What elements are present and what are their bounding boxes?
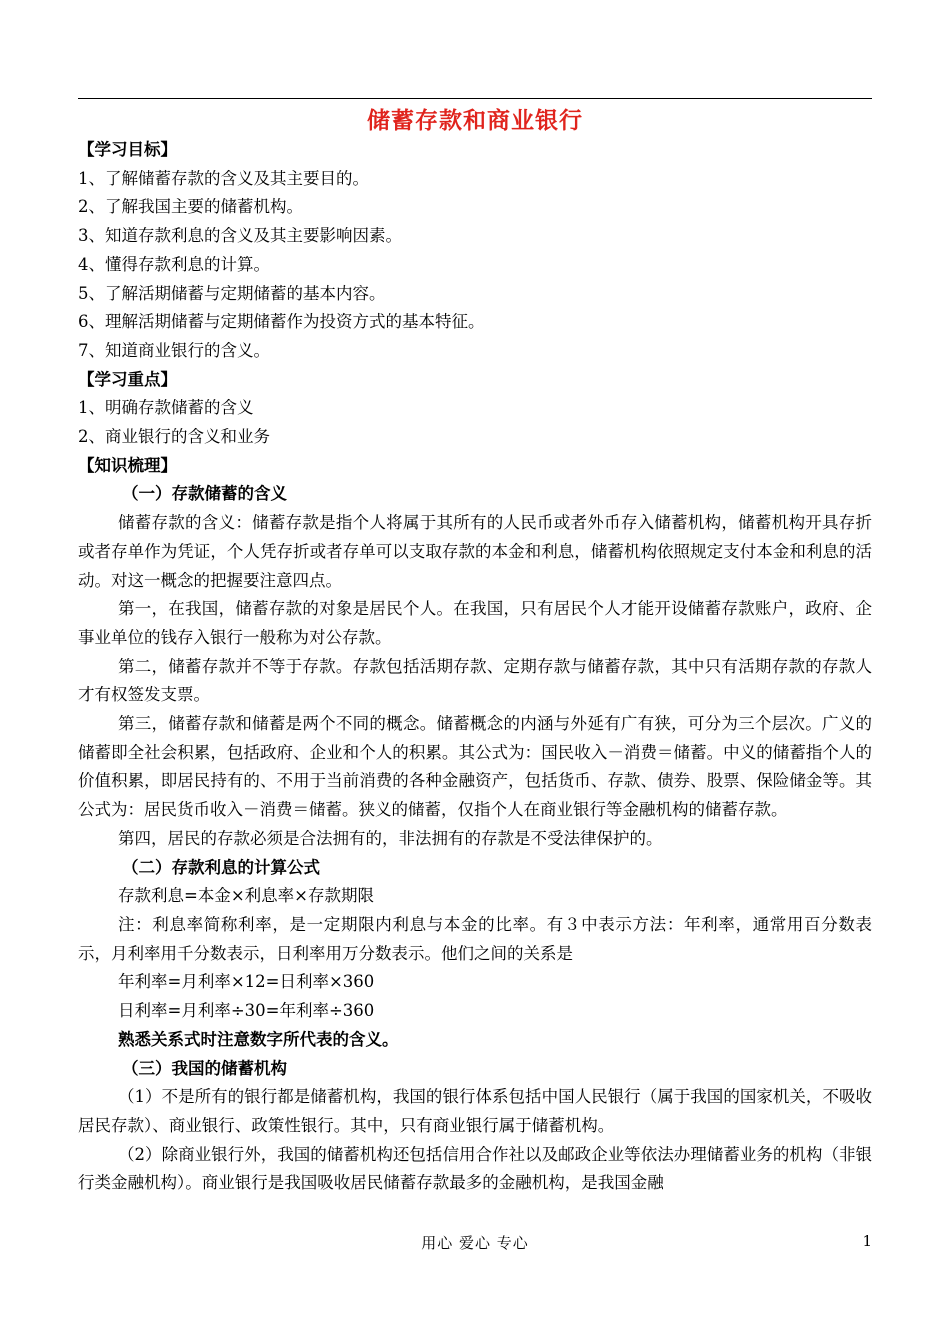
page-number: 1 bbox=[862, 1232, 872, 1250]
document-title: 储蓄存款和商业银行 bbox=[367, 108, 583, 134]
paragraph: （1）不是所有的银行都是储蓄机构，我国的银行体系包括中国人民银行（属于我国的国家机关，不吸收居民存款）、商业银行、政策性银行。其中，只有商业银行属于储蓄机构。 bbox=[78, 1087, 872, 1135]
section-heading: （一）存款储蓄的含义 bbox=[122, 484, 287, 504]
paragraph: （2）除商业银行外，我国的储蓄机构还包括信用合作社以及邮政企业等依法办理储蓄业务的机构（非银行类金融机构）。商业银行是我国吸收居民储蓄存款最多的金融机构，是我国金融 bbox=[78, 1144, 872, 1193]
document-body bbox=[78, 136, 872, 1198]
formula: 存款利息=本金×利息率×存款期限 bbox=[118, 886, 374, 906]
paragraph: 第三，储蓄存款和储蓄是两个不同的概念。储蓄概念的内涵与外延有广有狭，可分为三个层次。广义的储蓄即全社会积累，包括政府、企业和个人的积累。其公式为：国民收入－消费＝储蓄。中义的储蓄指个人的价值积累，即居民持有的、不用于当前消费的各种金融资产，包括货币、存款、债券、股票、保险储金等。其公式为：居民货币收入－消费＝储蓄。狭义的储蓄，仅指个人在商业银行等金融机构的储蓄存款。 bbox=[78, 714, 872, 820]
objective-item: 1、了解储蓄存款的含义及其主要目的。 bbox=[78, 168, 369, 188]
objective-item: 5、了解活期储蓄与定期储蓄的基本内容。 bbox=[78, 283, 386, 303]
objective-item: 2、了解我国主要的储蓄机构。 bbox=[78, 197, 303, 217]
focus-heading: 【学习重点】 bbox=[78, 369, 177, 389]
knowledge-heading: 【知识梳理】 bbox=[78, 455, 177, 475]
section-heading: （二）存款利息的计算公式 bbox=[122, 857, 320, 877]
objective-item: 7、知道商业银行的含义。 bbox=[78, 340, 270, 360]
emphasis-note: 熟悉关系式时注意数字所代表的含义。 bbox=[118, 1029, 399, 1049]
section-heading: （三）我国的储蓄机构 bbox=[122, 1058, 287, 1078]
paragraph: 第四，居民的存款必须是合法拥有的，非法拥有的存款是不受法律保护的。 bbox=[118, 828, 663, 848]
focus-item: 2、商业银行的含义和业务 bbox=[78, 427, 270, 447]
paragraph: 储蓄存款的含义：储蓄存款是指个人将属于其所有的人民币或者外币存入储蓄机构，储蓄机构开具存折或者存单作为凭证，个人凭存折或者存单可以支取存款的本金和利息，储蓄机构依照规定支付本金和利息的活动。对这一概念的把握要注意四点。 bbox=[78, 513, 872, 590]
footer-motto: 用心 爱心 专心 bbox=[421, 1234, 529, 1252]
formula: 年利率=月利率×12=日利率×360 bbox=[118, 972, 375, 992]
objective-item: 6、理解活期储蓄与定期储蓄作为投资方式的基本特征。 bbox=[78, 312, 485, 332]
objective-item: 4、懂得存款利息的计算。 bbox=[78, 254, 270, 274]
formula: 日利率=月利率÷30=年利率÷360 bbox=[118, 1001, 375, 1021]
paragraph: 第一，在我国，储蓄存款的对象是居民个人。在我国，只有居民个人才能开设储蓄存款账户，政府、企事业单位的钱存入银行一般称为对公存款。 bbox=[78, 599, 872, 647]
objectives-heading: 【学习目标】 bbox=[78, 140, 177, 159]
objective-item: 3、知道存款利息的含义及其主要影响因素。 bbox=[78, 226, 402, 246]
focus-item: 1、明确存款储蓄的含义 bbox=[78, 398, 254, 418]
paragraph: 第二，储蓄存款并不等于存款。存款包括活期存款、定期存款与储蓄存款，其中只有活期存款的存款人才有权签发支票。 bbox=[78, 656, 872, 705]
page-footer bbox=[78, 1232, 872, 1256]
header-rule bbox=[78, 98, 872, 99]
paragraph: 注：利息率简称利率，是一定期限内利息与本金的比率。有３中表示方法：年利率，通常用百分数表示，月利率用千分数表示，日利率用万分数表示。他们之间的关系是 bbox=[78, 914, 872, 963]
